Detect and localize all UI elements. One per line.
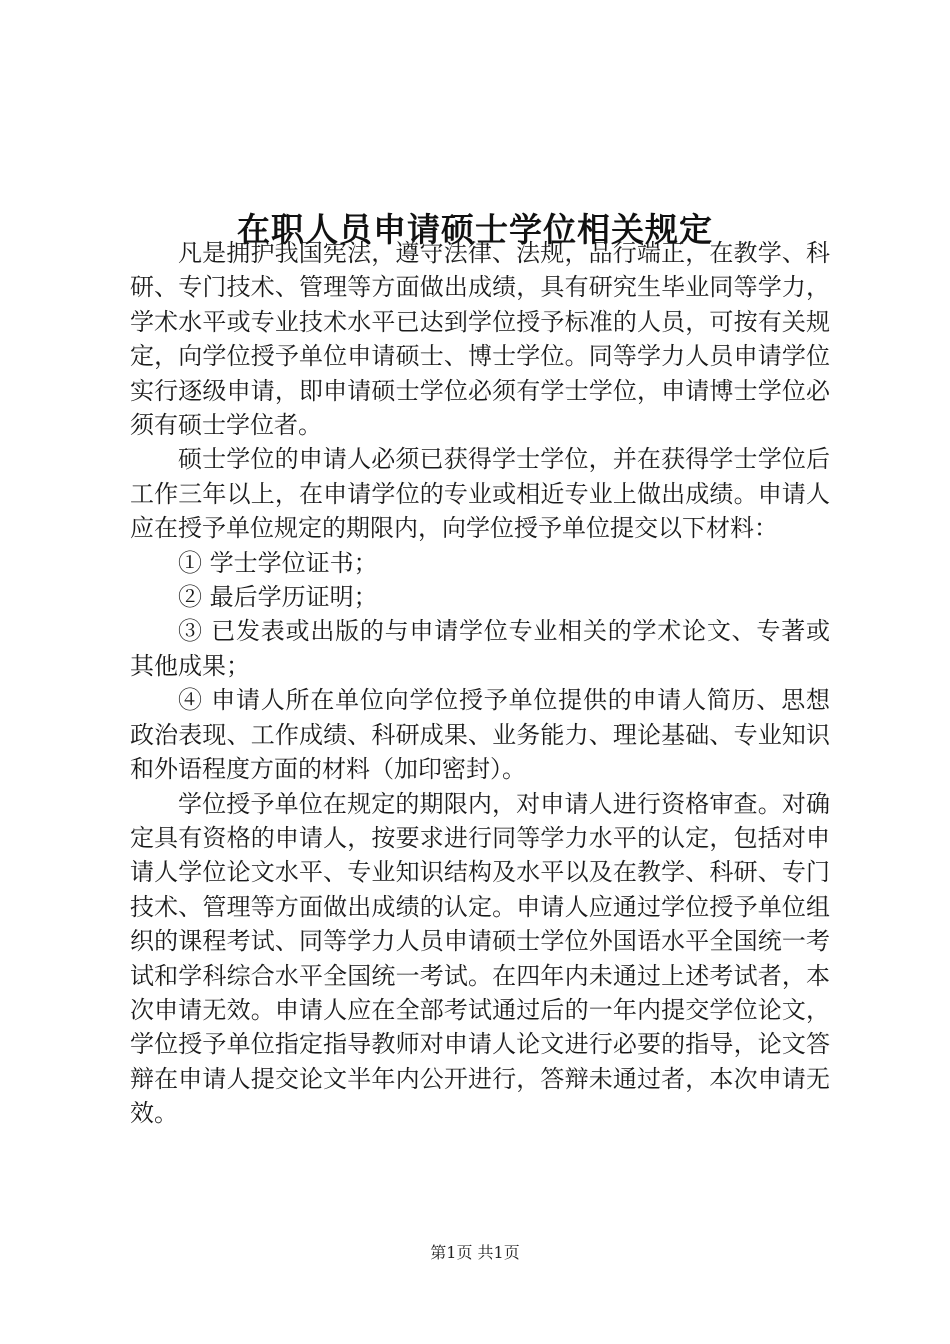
list-item-employer-materials: ④ 申请人所在单位向学位授予单位提供的申请人简历、思想政治表现、工作成绩、科研成果、业务能力、理论基础、专业知识和外语程度方面的材料（加印密封）。 <box>130 686 830 784</box>
list-item-degree-certificate: ① 学士学位证书； <box>178 548 378 577</box>
page-footer: 第1页 共1页 <box>430 1243 520 1262</box>
paragraph-intro: 凡是拥护我国宪法，遵守法律、法规，品行端正，在教学、科研、专门技术、管理等方面做出成绩，具有研究生毕业同等学力，学术水平或专业技术水平已达到学位授予标准的人员，可按有关规定，向学位授予单位申请硕士、博士学位。同等学力人员申请学位实行逐级申请，即申请硕士学位必须有学士学位，申请博士学位必须有硕士学位者。 <box>130 239 830 440</box>
list-item-publications: ③ 已发表或出版的与申请学位专业相关的学术论文、专著或其他成果； <box>130 617 830 680</box>
list-item-education-proof: ② 最后学历证明； <box>178 583 378 612</box>
paragraph-requirements: 硕士学位的申请人必须已获得学士学位，并在获得学士学位后工作三年以上，在申请学位的专业或相近专业上做出成绩。申请人应在授予单位规定的期限内，向学位授予单位提交以下材料： <box>130 445 830 543</box>
document-body <box>130 236 830 1131</box>
document-title: 在职人员申请硕士学位相关规定 <box>237 210 713 250</box>
paragraph-review-process: 学位授予单位在规定的期限内，对申请人进行资格审查。对确定具有资格的申请人，按要求进行同等学力水平的认定，包括对申请人学位论文水平、专业知识结构及水平以及在教学、科研、专门技术、管理等方面做出成绩的认定。申请人应通过学位授予单位组织的课程考试、同等学力人员申请硕士学位外国语水平全国统一考试和学科综合水平全国统一考试。在四年内未通过上述考试者，本次申请无效。申请人应在全部考试通过后的一年内提交学位论文，学位授予单位指定指导教师对申请人论文进行必要的指导，论文答辩在申请人提交论文半年内公开进行，答辩未通过者，本次申请无效。 <box>130 789 830 1128</box>
